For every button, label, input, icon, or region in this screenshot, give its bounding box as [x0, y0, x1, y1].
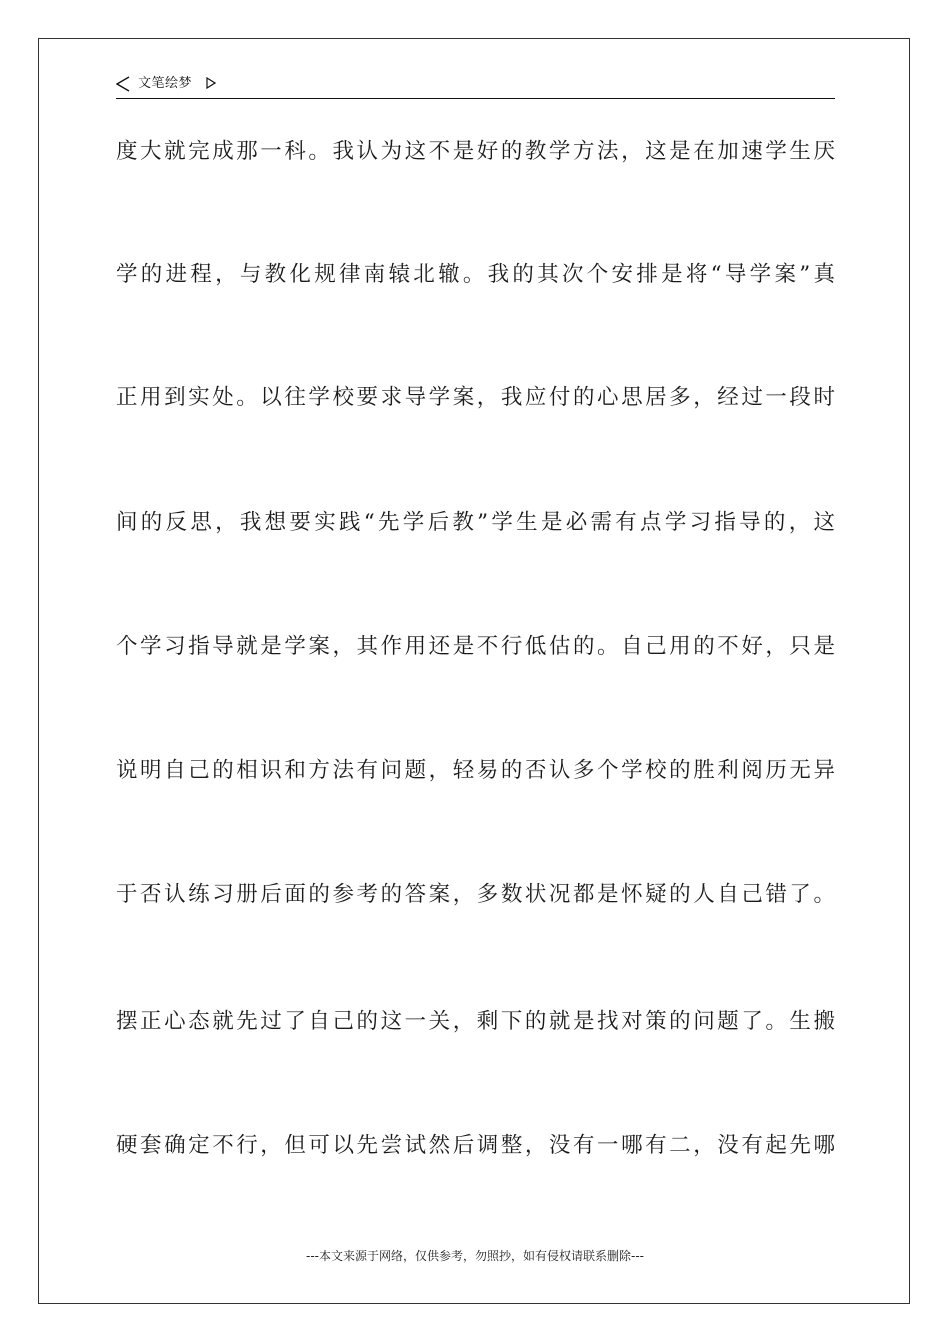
body-line: 硬套确定不行，但可以先尝试然后调整，没有一哪有二，没有起先哪	[116, 1133, 835, 1158]
body-line: 于否认练习册后面的参考的答案，多数状况都是怀疑的人自己错了。	[116, 882, 835, 907]
body-line: 间的反思，我想要实践“先学后教”学生是必需有点学习指导的，这	[116, 510, 835, 535]
footer-disclaimer: ---本文来源于网络，仅供参考，勿照抄，如有侵权请联系删除---	[306, 1249, 644, 1263]
page-header	[116, 74, 835, 99]
page-border	[38, 38, 910, 1304]
body-line: 学的进程，与教化规律南辕北辙。我的其次个安排是将“导学案”真	[116, 262, 835, 287]
body-line: 正用到实处。以往学校要求导学案，我应付的心思居多，经过一段时	[116, 385, 835, 410]
triangle-left-icon	[116, 76, 130, 92]
body-line: 摆正心态就先过了自己的这一关，剩下的就是找对策的问题了。生搬	[116, 1009, 835, 1034]
triangle-right-icon	[206, 77, 216, 89]
body-line: 个学习指导就是学案，其作用还是不行低估的。自己用的不好，只是	[116, 634, 835, 659]
header-title: 文笔绘梦	[138, 76, 193, 91]
body-line: 说明自己的相识和方法有问题，轻易的否认多个学校的胜利阅历无异	[116, 758, 835, 783]
body-line: 度大就完成那一科。我认为这不是好的教学方法，这是在加速学生厌	[116, 139, 835, 164]
